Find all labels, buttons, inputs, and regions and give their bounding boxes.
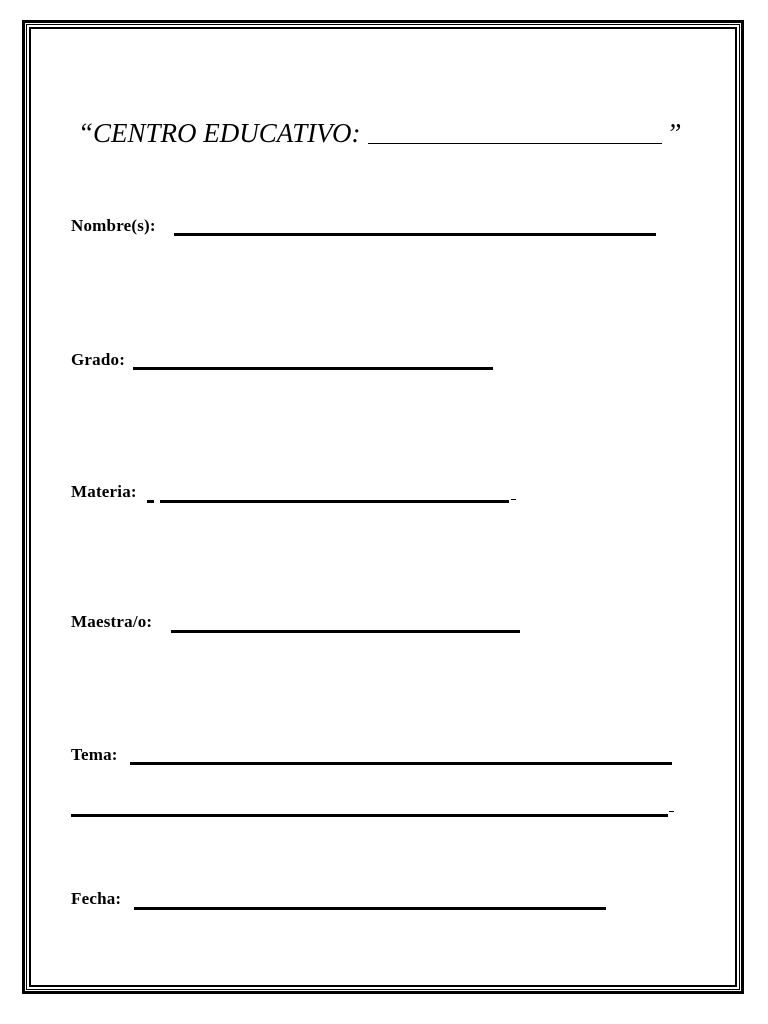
materia-blank-tail bbox=[511, 499, 516, 500]
nombre-blank[interactable] bbox=[174, 233, 656, 236]
maestra-label: Maestra/o: bbox=[71, 612, 153, 631]
materia-blank[interactable] bbox=[160, 500, 509, 503]
tema-blank-line-2[interactable] bbox=[71, 814, 668, 817]
grado-blank[interactable] bbox=[133, 367, 493, 370]
tema-blank-line-1[interactable] bbox=[130, 762, 672, 765]
tema-label: Tema: bbox=[71, 745, 118, 764]
page-border-inner bbox=[29, 27, 737, 987]
tema-blank-tail bbox=[669, 811, 674, 812]
fecha-label: Fecha: bbox=[71, 889, 122, 908]
materia-blank-lead bbox=[147, 500, 154, 503]
school-name-blank[interactable] bbox=[368, 142, 662, 144]
maestra-blank[interactable] bbox=[171, 630, 520, 633]
nombre-label: Nombre(s): bbox=[71, 216, 156, 235]
school-title bbox=[78, 118, 682, 149]
school-title-text: “CENTRO EDUCATIVO: bbox=[78, 118, 361, 148]
fecha-blank[interactable] bbox=[134, 907, 606, 910]
materia-label: Materia: bbox=[71, 482, 137, 501]
school-title-close-quote: ” bbox=[666, 118, 682, 148]
grado-label: Grado: bbox=[71, 350, 126, 369]
